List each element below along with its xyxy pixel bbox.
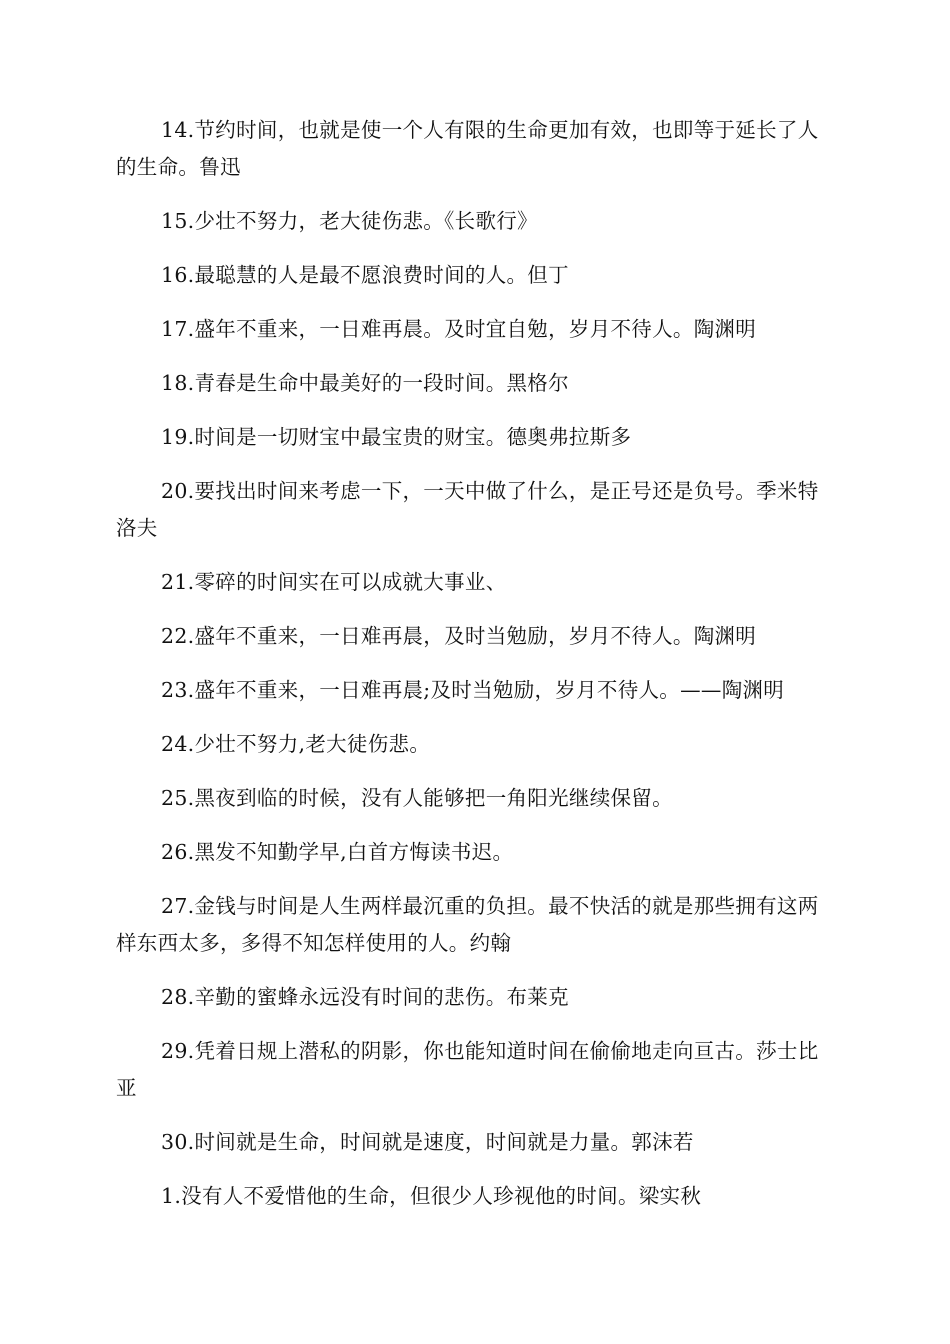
quote-item: 19.时间是一切财宝中最宝贵的财宝。德奥弗拉斯多 bbox=[161, 425, 632, 449]
quote-item: 27.金钱与时间是人生两样最沉重的负担。最不快活的就是那些拥有这两样东西太多，多得不知怎样使用的人。约翰 bbox=[116, 894, 819, 955]
quote-item: 26.黑发不知勤学早,白首方悔读书迟。 bbox=[161, 840, 514, 864]
quote-item: 29.凭着日规上潜私的阴影，你也能知道时间在偷偷地走向亘古。莎士比亚 bbox=[116, 1039, 819, 1100]
quote-item: 28.辛勤的蜜蜂永远没有时间的悲伤。布莱克 bbox=[161, 985, 569, 1009]
quote-item: 18.青春是生命中最美好的一段时间。黑格尔 bbox=[161, 371, 569, 395]
quote-item: 25.黑夜到临的时候，没有人能够把一角阳光继续保留。 bbox=[161, 786, 673, 810]
quote-item: 21.零碎的时间实在可以成就大事业、 bbox=[161, 570, 507, 594]
quote-item: 30.时间就是生命，时间就是速度，时间就是力量。郭沫若 bbox=[161, 1130, 694, 1154]
quote-item: 20.要找出时间来考虑一下，一天中做了什么，是正号还是负号。季米特洛夫 bbox=[116, 479, 819, 540]
quote-item: 16.最聪慧的人是最不愿浪费时间的人。但丁 bbox=[161, 263, 569, 287]
quote-list bbox=[116, 112, 832, 1232]
quote-item: 24.少壮不努力,老大徒伤悲。 bbox=[161, 732, 431, 756]
quote-item: 23.盛年不重来，一日难再晨;及时当勉励，岁月不待人。——陶渊明 bbox=[161, 678, 785, 702]
quote-item: 22.盛年不重来，一日难再晨，及时当勉励，岁月不待人。陶渊明 bbox=[161, 624, 757, 648]
quote-item: 14.节约时间，也就是使一个人有限的生命更加有效，也即等于延长了人的生命。鲁迅 bbox=[116, 118, 819, 179]
quote-item: 17.盛年不重来，一日难再晨。及时宜自勉，岁月不待人。陶渊明 bbox=[161, 317, 757, 341]
quote-item: 15.少壮不努力，老大徒伤悲。《长歌行》 bbox=[161, 209, 538, 233]
quote-item: 1.没有人不爱惜他的生命，但很少人珍视他的时间。梁实秋 bbox=[161, 1184, 702, 1208]
